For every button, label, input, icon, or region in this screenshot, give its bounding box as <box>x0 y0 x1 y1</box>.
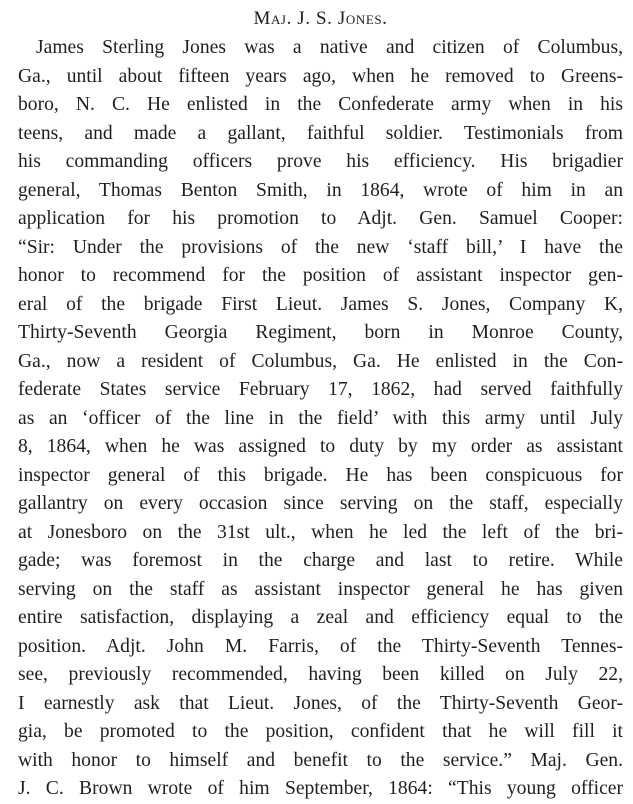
text-line: application for his promotion to Adjt. Gen. Samuel Cooper: <box>18 208 623 229</box>
text-line: gallantry on every occasion since serving on the staff, especially <box>18 493 623 514</box>
text-line: at Jonesboro on the 31st ult., when he led the left of the bri- <box>18 521 623 543</box>
text-line: gia, be promoted to the position, confident that he will fill it <box>18 721 623 742</box>
text-line: gade; was foremost in the charge and last to retire. While <box>18 550 623 571</box>
text-line: his commanding officers prove his efficiency. His brigadier <box>18 151 623 172</box>
text-line: serving on the staff as assistant inspector general he has given <box>18 578 623 600</box>
text-line: eral of the brigade First Lieut. James S. Jones, Company K, <box>18 293 623 315</box>
text-line: general, Thomas Benton Smith, in 1864, wrote of him in an <box>18 179 623 201</box>
text-line: federate States service February 17, 1862, had served faithfully <box>18 379 623 400</box>
text-line: teens, and made a gallant, faithful soldier. Testimonials from <box>18 122 623 144</box>
text-line: with honor to himself and benefit to the service.” Maj. Gen. <box>18 749 623 771</box>
text-line: “Sir: Under the provisions of the new ‘staff bill,’ I have the <box>18 236 623 258</box>
text-line: inspector general of this brigade. He has been conspicuous for <box>18 464 623 486</box>
text-line: honor to recommend for the position of assistant inspector gen- <box>18 265 623 286</box>
text-line: entire satisfaction, displaying a zeal and efficiency equal to the <box>18 607 623 628</box>
text-line: see, previously recommended, having been killed on July 22, <box>18 664 623 685</box>
text-line: Ga., until about fifteen years ago, when he removed to Greens- <box>18 65 623 87</box>
article-body <box>18 34 623 804</box>
text-line: position. Adjt. John M. Farris, of the Thirty-Seventh Tennes- <box>18 635 623 657</box>
text-line: boro, N. C. He enlisted in the Confederate army when in his <box>18 94 623 115</box>
text-line: I earnestly ask that Lieut. Jones, of the Thirty-Seventh Geor- <box>18 692 623 714</box>
text-line: J. C. Brown wrote of him September, 1864: “This young officer <box>18 778 623 799</box>
text-line: as an ‘officer of the line in the field’ with this army until July <box>18 407 623 429</box>
text-line: Thirty-Seventh Georgia Regiment, born in Monroe County, <box>18 322 623 343</box>
text-line: Ga., now a resident of Columbus, Ga. He enlisted in the Con- <box>18 350 623 372</box>
article-heading: Maj. J. S. Jones. <box>253 8 388 29</box>
text-line: James Sterling Jones was a native and citizen of Columbus, <box>36 37 623 58</box>
text-line: 8, 1864, when he was assigned to duty by my order as assistant <box>18 436 623 457</box>
